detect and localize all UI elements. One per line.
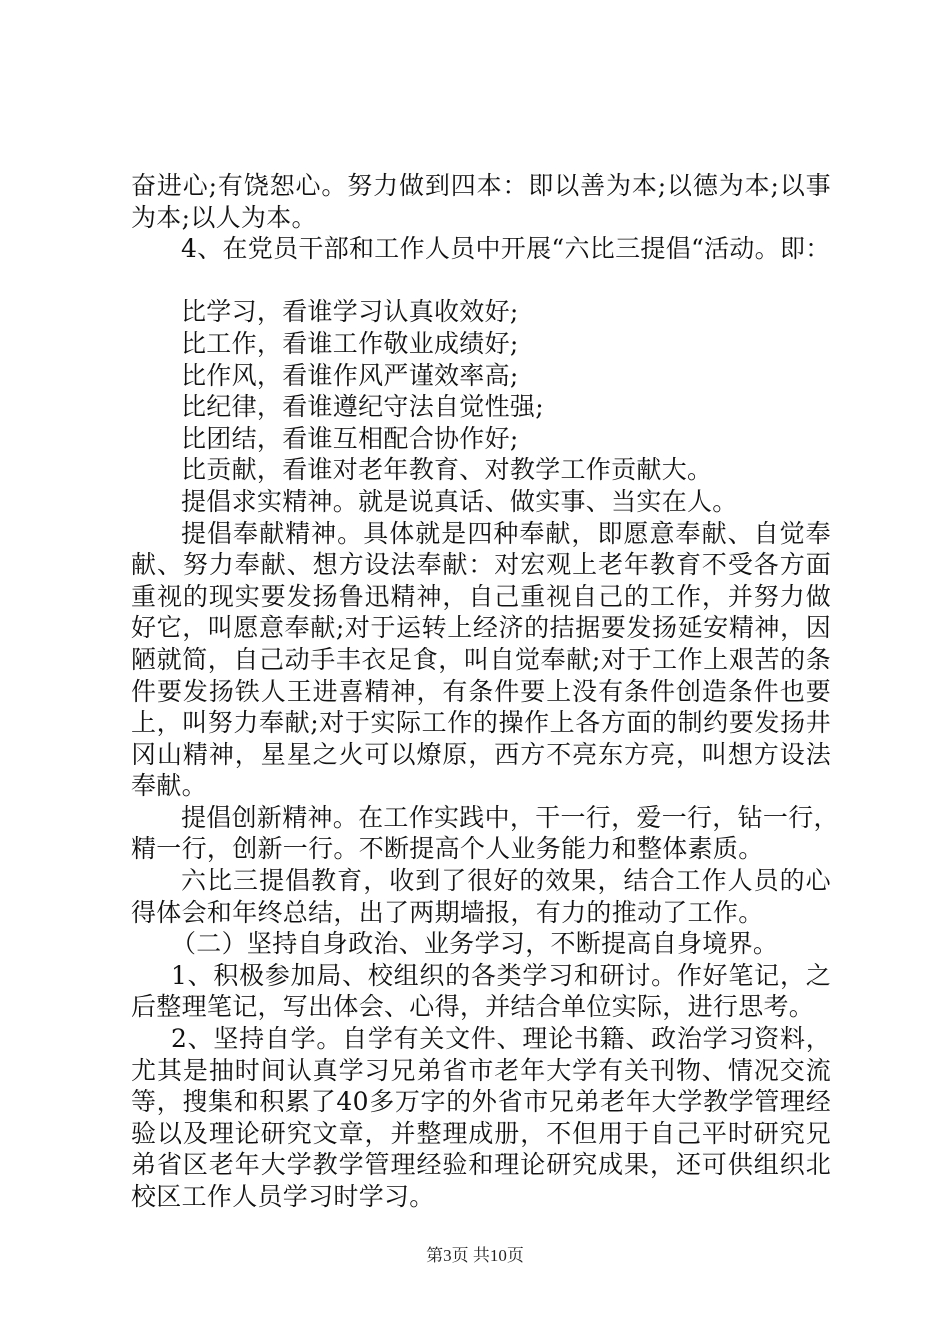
text-line: 验以及理论研究文章，并整理成册，不但用于自己平时研究兄 <box>131 1118 831 1148</box>
text-line: 献、努力奉献、想方设法奉献：对宏观上老年教育不受各方面 <box>131 550 831 580</box>
text-line: 冈山精神，星星之火可以燎原，西方不亮东方亮，叫想方设法 <box>131 739 831 769</box>
list-item: 比作风，看谁作风严谨效率高; <box>181 360 519 390</box>
text-line: 校区工作人员学习时学习。 <box>131 1182 435 1211</box>
text-line: 提倡求实精神。就是说真话、做实事、当实在人。 <box>181 486 738 516</box>
text-line: 后整理笔记，写出体会、心得，并结合单位实际，进行思考。 <box>131 992 815 1022</box>
text-line: 件要发扬铁人王进喜精神，有条件要上没有条件创造条件也要 <box>131 676 831 706</box>
text-line: 好它，叫愿意奉献;对于运转上经济的拮据要发扬延安精神，因 <box>131 613 831 643</box>
text-line: 4、在党员干部和工作人员中开展“六比三提倡“活动。即： <box>181 234 831 264</box>
list-item: 比学习，看谁学习认真收效好; <box>181 297 519 327</box>
list-item: 比贡献，看谁对老年教育、对教学工作贡献大。 <box>181 455 713 485</box>
text-line: 提倡奉献精神。具体就是四种奉献，即愿意奉献、自觉奉 <box>181 518 831 548</box>
text-line: 尤其是抽时间认真学习兄弟省市老年大学有关刊物、情况交流 <box>131 1055 831 1085</box>
text-line: 提倡创新精神。在工作实践中，干一行，爱一行，钻一行， <box>181 802 839 832</box>
text-line: 2、坚持自学。自学有关文件、理论书籍、政治学习资料， <box>171 1024 831 1054</box>
text-line: 重视的现实要发扬鲁迅精神，自己重视自己的工作，并努力做 <box>131 581 831 611</box>
text-line: 得体会和年终总结，出了两期墙报，有力的推动了工作。 <box>131 897 764 927</box>
section-heading: （二）坚持自身政治、业务学习，不断提高自身境界。 <box>171 929 779 959</box>
text-line: 六比三提倡教育，收到了很好的效果，结合工作人员的心 <box>181 866 831 896</box>
text-line: 弟省区老年大学教学管理经验和理论研究成果，还可供组织北 <box>131 1150 831 1180</box>
page-number: 第3页 共10页 <box>426 1246 524 1265</box>
list-item: 比工作，看谁工作敬业成绩好; <box>181 328 519 358</box>
list-item: 比团结，看谁互相配合协作好; <box>181 423 519 453</box>
text-line: 为本;以人为本。 <box>131 202 317 232</box>
blank-line <box>131 265 831 297</box>
text-line: 奋进心;有饶恕心。努力做到四本：即以善为本;以德为本;以事 <box>131 171 831 200</box>
text-line: 奉献。 <box>131 771 207 801</box>
list-item: 比纪律，看谁遵纪守法自觉性强; <box>181 392 544 422</box>
text-line: 上，叫努力奉献;对于实际工作的操作上各方面的制约要发扬井 <box>131 708 831 738</box>
document-body <box>131 170 839 1213</box>
text-line: 等，搜集和积累了40多万字的外省市兄弟老年大学教学管理经 <box>131 1087 831 1117</box>
text-line: 1、积极参加局、校组织的各类学习和研讨。作好笔记，之 <box>171 960 831 990</box>
text-line: 陋就简，自己动手丰衣足食，叫自觉奉献;对于工作上艰苦的条 <box>131 644 831 674</box>
text-line: 精一行，创新一行。不断提高个人业务能力和整体素质。 <box>131 834 764 864</box>
